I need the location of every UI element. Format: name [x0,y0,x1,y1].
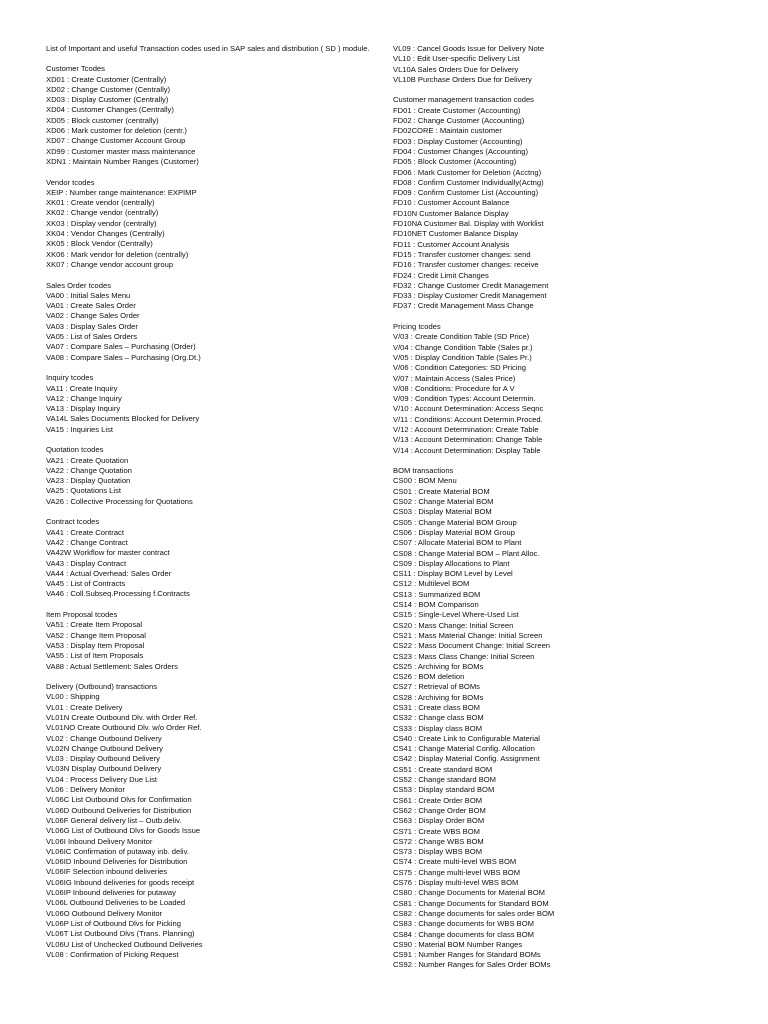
tcode-line: VA12 : Change Inquiry [46,393,122,403]
tcode-line: CS13 : Summarized BOM [393,589,481,599]
tcode-line: CS62 : Change Order BOM [393,805,486,815]
tcode-section [393,466,733,971]
tcode-line: CS26 : BOM deletion [393,672,465,682]
tcode-line: CS05 : Change Material BOM Group [393,517,517,527]
section-title: Inquiry tcodes [46,373,94,383]
tcode-line: V/11 : Conditions: Account Determin.Proced. [393,414,543,424]
tcode-line: VA45 : List of Contracts [46,579,126,589]
tcode-line: CS42 : Display Material Config. Assignment [393,754,540,764]
tcode-line: CS90 : Material BOM Number Ranges [393,939,523,949]
tcode-line: CS11 : Display BOM Level by Level [393,569,513,579]
right-sections [393,44,733,971]
tcode-line: FD04 : Customer Changes (Accounting) [393,146,529,156]
tcode-line: VL06T List Outbound Dlvs (Trans. Planning) [46,929,195,939]
tcode-line: XK01 : Create vendor (centrally) [46,198,155,208]
tcode-line: FD33 : Display Customer Credit Management [393,291,547,301]
tcode-line: CS12 : Multilevel BOM [393,579,470,589]
tcode-line: CS23 : Mass Class Change: Initial Screen [393,651,535,661]
tcode-line: CS03 : Display Material BOM [393,507,492,517]
tcode-line: VL10 : Edit User-specific Delivery List [393,54,520,64]
tcode-section [46,610,376,672]
tcode-line: FD37 : Credit Management Mass Change [393,301,534,311]
tcode-line: VA26 : Collective Processing for Quotations [46,496,193,506]
tcode-line: CS75 : Change multi-level WBS BOM [393,867,521,877]
tcode-line: XD02 : Change Customer (Centrally) [46,84,171,94]
tcode-section [393,44,733,85]
tcode-line: VL06IG Inbound deliveries for goods receipt [46,877,195,887]
tcode-line: V/09 : Condition Types: Account Determin. [393,394,536,404]
tcode-line: V/10 : Account Determination: Access Seqnc [393,404,544,414]
tcode-line: VL08 : Confirmation of Picking Request [46,949,179,959]
tcode-line: CS71 : Create WBS BOM [393,826,480,836]
tcode-line: CS33 : Display class BOM [393,723,483,733]
tcode-line: CS82 : Change documents for sales order BOM [393,908,555,918]
tcode-line: VL06I Inbound Delivery Monitor [46,836,153,846]
tcode-line: VL02 : Change Outbound Delivery [46,733,162,743]
tcode-line: FD32 : Change Customer Credit Management [393,280,549,290]
tcode-line: XD03 : Display Customer (Centrally) [46,95,169,105]
section-title: Delivery (Outbound) transactions [46,682,158,692]
tcode-line: FD15 : Transfer customer changes: send [393,249,531,259]
tcode-line: FD08 : Confirm Customer Individually(Actng) [393,177,544,187]
tcode-line: V/13 : Account Determination: Change Table [393,435,543,445]
tcode-line: VL06L Outbound Deliveries to be Loaded [46,898,186,908]
tcode-line: CS07 : Allocate Material BOM to Plant [393,538,522,548]
tcode-line: VA22 : Change Quotation [46,465,132,475]
tcode-line: FD10NA Customer Bal. Display with Worklist [393,219,544,229]
tcode-line: CS73 : Display WBS BOM [393,847,483,857]
tcode-line: CS76 : Display multi-level WBS BOM [393,878,519,888]
tcode-line: VA23 : Display Quotation [46,476,131,486]
tcode-line: CS14 : BOM Comparison [393,600,479,610]
tcode-section [46,373,376,435]
tcode-line: VA43 : Display Contract [46,558,127,568]
tcode-line: XD04 : Customer Changes (Centrally) [46,105,174,115]
tcode-line: VA07 : Compare Sales – Purchasing (Order) [46,342,196,352]
tcode-line: XK05 : Block Vendor (Centrally) [46,239,153,249]
tcode-line: CS20 : Mass Change: Initial Screen [393,620,514,630]
tcode-line: VL06ID Inbound Deliveries for Distribution [46,857,188,867]
tcode-line: XD07 : Change Customer Account Group [46,136,186,146]
tcode-line: V/12 : Account Determination: Create Table [393,424,539,434]
left-sections [46,64,376,960]
tcode-line: VA02 : Change Sales Order [46,311,140,321]
tcode-line: VA08 : Compare Sales – Purchasing (Org.Dt.) [46,352,201,362]
tcode-line: VA42W Workflow for master contract [46,548,170,558]
tcode-section [393,95,733,311]
tcode-line: CS01 : Create Material BOM [393,486,490,496]
tcode-line: XEIP : Number range maintenance: EXPIMP [46,187,197,197]
tcode-line: FD05 : Block Customer (Accounting) [393,157,517,167]
tcode-line: VA15 : Inquiries List [46,424,113,434]
tcode-line: VA14L Sales Documents Blocked for Delivery [46,414,200,424]
section-title: Sales Order tcodes [46,280,111,290]
tcode-line: CS28 : Archiving for BOMs [393,692,484,702]
tcode-line: VA44 : Actual Overhead: Sales Order [46,568,172,578]
tcode-line: CS81 : Change Documents for Standard BOM [393,898,549,908]
tcode-line: CS80 : Change Documents for Material BOM [393,888,545,898]
tcode-line: XD99 : Customer master mass maintenance [46,146,196,156]
tcode-line: VL10B Purchase Orders Due for Delivery [393,74,532,84]
tcode-line: VL09 : Cancel Goods Issue for Delivery Note [393,44,545,53]
section-title: Item Proposal tcodes [46,610,118,620]
tcode-line: XK06 : Mark vendor for deletion (centrally) [46,249,189,259]
tcode-line: VL10A Sales Orders Due for Delivery [393,64,519,74]
tcode-line: CS00 : BOM Menu [393,476,457,486]
tcode-line: CS63 : Display Order BOM [393,816,485,826]
tcode-line: V/08 : Conditions: Procedure for A V [393,383,515,393]
tcode-line: VL03 : Display Outbound Delivery [46,754,160,764]
tcode-line: FD03 : Display Customer (Accounting) [393,136,523,146]
tcode-line: VA53 : Display Item Proposal [46,640,145,650]
section-title: BOM transactions [393,466,454,476]
tcode-line: VL00 : Shipping [46,692,100,702]
tcode-line: CS51 : Create standard BOM [393,764,493,774]
tcode-line: VA42 : Change Contract [46,537,128,547]
tcode-line: FD02 : Change Customer (Accounting) [393,116,525,126]
tcode-line: VL06U List of Unchecked Outbound Deliveries [46,939,203,949]
tcode-line: CS84 : Change documents for class BOM [393,929,534,939]
tcode-line: CS31 : Create class BOM [393,703,480,712]
tcode-line: CS15 : Single-Level Where-Used List [393,610,519,620]
tcode-line: FD10N Customer Balance Display [393,208,509,218]
tcode-line: FD01 : Create Customer (Accounting) [393,105,521,115]
tcode-line: VA01 : Create Sales Order [46,301,136,311]
tcode-line: VL01N Create Outbound Dlv. with Order Ref. [46,713,198,722]
tcode-line: VL06IP Inbound deliveries for putaway [46,888,176,898]
tcode-line: CS22 : Mass Document Change: Initial Screen [393,641,551,651]
tcode-line: CS72 : Change WBS BOM [393,836,484,846]
tcode-line: FD10NET Customer Balance Display [393,229,519,239]
tcode-line: VA52 : Change Item Proposal [46,630,146,640]
tcode-section [46,178,376,271]
tcode-line: VL03N Display Outbound Delivery [46,764,162,774]
tcode-line: XK04 : Vendor Changes (Centrally) [46,229,165,239]
tcode-line: CS40 : Create Link to Configurable Material [393,733,540,743]
tcode-line: XK07 : Change vendor account group [46,259,174,269]
tcode-line: VL06G List of Outbound Dlvs for Goods Issue [46,826,201,836]
tcode-line: V/05 : Display Condition Table (Sales Pr.) [393,352,532,362]
tcode-line: VA05 : List of Sales Orders [46,332,138,342]
tcode-line: CS91 : Number Ranges for Standard BOMs [393,950,541,960]
tcode-section [393,322,733,456]
tcode-line: VA51 : Create Item Proposal [46,620,143,630]
tcode-line: CS74 : Create multi-level WBS BOM [393,857,517,867]
tcode-line: VL06O Outbound Delivery Monitor [46,908,163,918]
tcode-line: FD11 : Customer Account Analysis [393,239,510,249]
tcode-line: VA00 : Initial Sales Menu [46,290,131,300]
section-title: Contract tcodes [46,517,100,527]
document-intro: List of Important and useful Transaction codes used in SAP sales and distribution ( SD ) module. [46,44,370,53]
tcode-section [46,517,376,599]
tcode-line: VL04 : Process Delivery Due List [46,774,157,784]
tcode-line: V/03 : Create Condition Table (SD Price) [393,332,530,342]
tcode-line: FD24 : Credit Limit Changes [393,270,489,280]
tcode-section [46,682,376,960]
section-title: Quotation tcodes [46,445,104,455]
tcode-line: CS06 : Display Material BOM Group [393,527,515,537]
tcode-line: V/06 : Condition Categories: SD Pricing [393,363,526,373]
tcode-line: VL06D Outbound Deliveries for Distribution [46,805,192,815]
tcode-line: VL06F General delivery list – Outb.deliv. [46,815,182,825]
tcode-line: VL06IF Selection inbound deliveries [46,867,168,877]
tcode-line: CS92 : Number Ranges for Sales Order BOMs [393,960,551,970]
tcode-line: V/07 : Maintain Access (Sales Price) [393,373,516,383]
tcode-line: FD06 : Mark Customer for Deletion (Acctng) [393,167,542,177]
tcode-line: VA21 : Create Quotation [46,455,129,465]
tcode-section [46,64,376,167]
tcode-line: CS21 : Mass Material Change: Initial Screen [393,630,543,640]
tcode-line: CS02 : Change Material BOM [393,497,494,507]
tcode-section [46,445,376,507]
tcode-line: VA55 : List of Item Proposals [46,651,144,661]
tcode-line: FD10 : Customer Account Balance [393,198,510,208]
tcode-line: XD01 : Create Customer (Centrally) [46,74,167,84]
tcode-line: VA03 : Display Sales Order [46,321,138,331]
tcode-line: VL06 : Delivery Monitor [46,785,125,795]
tcode-line: XD05 : Block customer (centrally) [46,115,159,125]
tcode-line: V/04 : Change Condition Table (Sales pr.) [393,342,533,352]
tcode-line: CS61 : Create Order BOM [393,795,483,805]
tcode-line: XK03 : Display vendor (centrally) [46,218,157,228]
tcode-line: VL01NO Create Outbound Dlv. w/o Order Ref. [46,723,202,733]
tcode-line: FD02CORE : Maintain customer [393,126,502,136]
tcode-line: VL06C List Outbound Dlvs for Confirmation [46,795,192,805]
tcode-line: XK02 : Change vendor (centrally) [46,208,159,218]
section-title: Customer management transaction codes [393,95,534,105]
tcode-line: CS25 : Archiving for BOMs [393,661,484,671]
tcode-line: FD09 : Confirm Customer List (Accounting) [393,188,539,198]
tcode-line: CS08 : Change Material BOM – Plant Alloc. [393,548,540,558]
left-column [46,44,376,970]
tcode-line: XDN1 : Maintain Number Ranges (Customer) [46,156,199,166]
tcode-line: VA25 : Quotations List [46,486,121,496]
tcode-line: VL06IC Confirmation of putaway inb. deliv. [46,846,189,856]
section-title: Pricing tcodes [393,322,441,332]
tcode-line: FD16 : Transfer customer changes: receive [393,260,539,270]
tcode-line: CS09 : Display Allocations to Plant [393,558,510,568]
right-column [393,44,733,981]
tcode-line: CS52 : Change standard BOM [393,775,496,785]
section-title: Customer Tcodes [46,64,105,74]
tcode-line: VA11 : Create Inquiry [46,383,118,393]
tcode-line: VA46 : Coll.Subseq.Processing f.Contracts [46,589,190,599]
section-title: Vendor tcodes [46,177,95,187]
tcode-section [46,281,376,363]
tcode-line: VA88 : Actual Settlement: Sales Orders [46,661,178,671]
tcode-line: VL02N Change Outbound Delivery [46,743,163,753]
tcode-line: VL01 : Create Delivery [46,702,123,712]
tcode-line: CS53 : Display standard BOM [393,785,495,795]
tcode-line: VA41 : Create Contract [46,527,124,537]
tcode-line: XD06 : Mark customer for deletion (centr.) [46,126,187,136]
tcode-line: V/14 : Account Determination: Display Table [393,445,541,455]
tcode-line: CS27 : Retrieval of BOMs [393,682,480,692]
tcode-line: VL06P List of Outbound Dlvs for Picking [46,918,181,928]
tcode-line: CS41 : Change Material Config. Allocation [393,744,535,754]
tcode-line: CS32 : Change class BOM [393,713,484,723]
tcode-line: CS83 : Change documents for WBS BOM [393,919,534,929]
tcode-line: VA13 : Display Inquiry [46,404,121,414]
